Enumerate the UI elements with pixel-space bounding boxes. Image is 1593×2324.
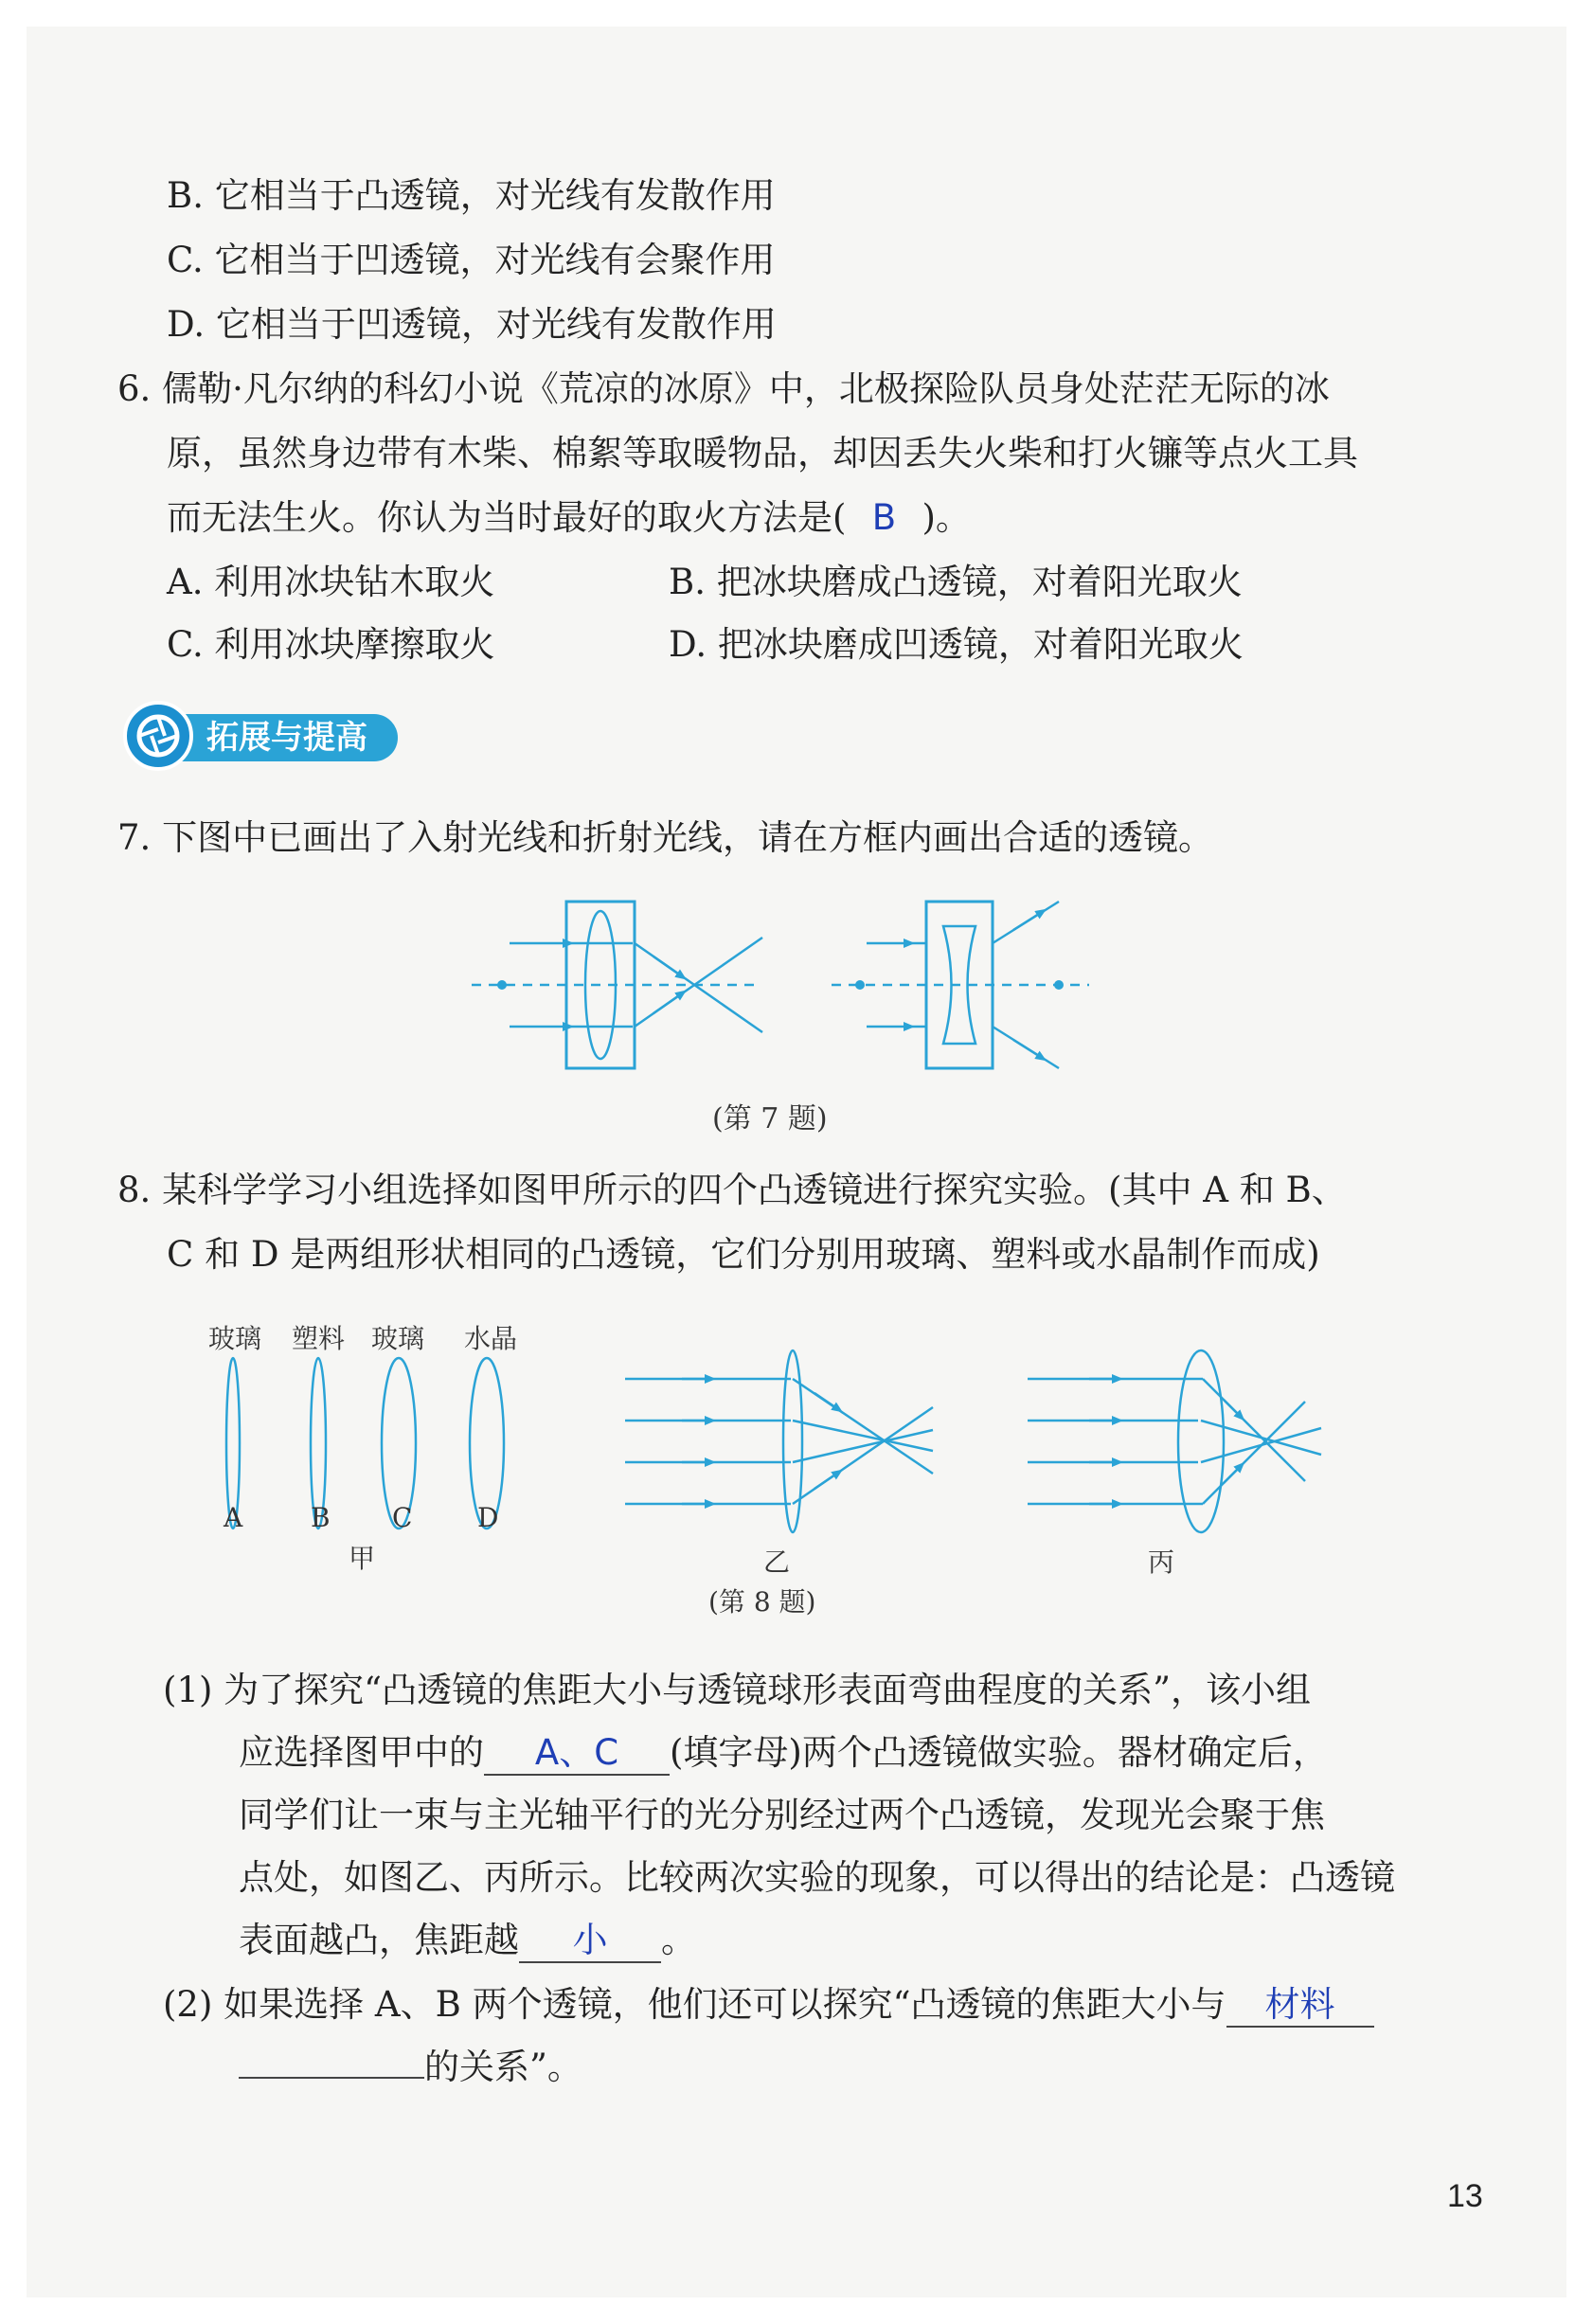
lens-group-jia xyxy=(226,1358,504,1528)
q6-option-a: A. 利用冰块钻木取火 xyxy=(167,562,495,602)
q8-p1-answer1: A、C xyxy=(484,1732,670,1776)
q8-p1-line2 xyxy=(239,1729,1328,1777)
aperture-icon xyxy=(123,701,193,771)
q8-p2-line1-pre: (2) 如果选择 A、B 两个透镜，他们还可以探究“凸透镜的焦距大小与 xyxy=(163,1984,1226,2025)
q8-p1-line1: (1) 为了探究“凸透镜的焦距大小与透镜球形表面弯曲程度的关系”，该小组 xyxy=(163,1670,1312,1710)
q6-line3-pre: 而无法生火。你认为当时最好的取火方法是( xyxy=(167,497,847,538)
section-title: 拓展与提高 xyxy=(206,719,367,757)
letter-a: A xyxy=(224,1502,243,1533)
q8-p1-line3: 同学们让一束与主光轴平行的光分别经过两个凸透镜，发现光会聚于焦 xyxy=(239,1795,1325,1835)
q8-line1: 8. 某科学学习小组选择如图甲所示的四个凸透镜进行探究实验。(其中 A 和 B、 xyxy=(117,1170,1347,1210)
q8-p1-line2-post: (填字母)两个凸透镜做实验。器材确定后， xyxy=(670,1732,1328,1773)
figure-bing xyxy=(1028,1350,1321,1532)
section-banner xyxy=(123,701,398,773)
q6-option-d: D. 把冰块磨成凹透镜，对着阳光取火 xyxy=(669,624,1244,665)
q8-p1-line2-pre: 应选择图甲中的 xyxy=(239,1732,484,1773)
q6-line3 xyxy=(167,494,971,542)
q8-p2-line2-post: 的关系”。 xyxy=(424,2047,582,2087)
q8-p2-line1 xyxy=(163,1981,1374,2029)
letter-d: D xyxy=(477,1502,499,1533)
q8-p2-answer: 材料 xyxy=(1226,1984,1374,2028)
q7-left-figure xyxy=(472,902,762,1068)
figure-yi xyxy=(625,1350,933,1532)
q7-caption: (第 7 题) xyxy=(712,1102,828,1135)
material-label-3: 玻璃 xyxy=(371,1323,425,1354)
q6-line3-post: )。 xyxy=(922,497,971,538)
figure-yi-label: 乙 xyxy=(763,1546,791,1578)
page-number: 13 xyxy=(1447,2178,1483,2214)
letter-b: B xyxy=(311,1502,331,1533)
q6-line1: 6. 儒勒·凡尔纳的科幻小说《荒凉的冰原》中，北极探险队员身处茫茫无际的冰 xyxy=(117,368,1330,409)
q7-right-figure xyxy=(832,902,1089,1068)
material-label-1: 玻璃 xyxy=(208,1323,262,1354)
q8-p1-answer2: 小 xyxy=(519,1920,661,1963)
figure-bing-label: 丙 xyxy=(1148,1546,1175,1578)
q6-line2: 原，虽然身边带有木柴、棉絮等取暖物品，却因丢失火柴和打火镰等点火工具 xyxy=(167,433,1358,474)
q7-diagram xyxy=(0,881,1593,1127)
q5-option-d: D. 它相当于凹透镜，对光线有发散作用 xyxy=(167,304,777,345)
q8-caption: (第 8 题) xyxy=(708,1586,816,1618)
figure-jia-label: 甲 xyxy=(349,1543,376,1574)
material-label-2: 塑料 xyxy=(292,1323,346,1354)
q7-text: 7. 下图中已画出了入射光线和折射光线，请在方框内画出合适的透镜。 xyxy=(117,817,1214,858)
q8-p2-line2 xyxy=(239,2044,582,2091)
q5-option-b: B. 它相当于凸透镜，对光线有发散作用 xyxy=(167,175,776,216)
q8-p1-line5-post: 。 xyxy=(661,1920,696,1960)
q8-p1-line5 xyxy=(239,1917,696,1964)
q8-p2-blank-continued xyxy=(239,2077,424,2079)
q8-line2: C 和 D 是两组形状相同的凸透镜，它们分别用玻璃、塑料或水晶制作而成) xyxy=(167,1234,1320,1275)
q6-answer: B xyxy=(871,497,897,538)
q6-option-c: C. 利用冰块摩擦取火 xyxy=(167,624,495,665)
q8-p1-line5-pre: 表面越凸，焦距越 xyxy=(239,1920,519,1960)
material-label-4: 水晶 xyxy=(464,1323,518,1354)
q8-p1-line4: 点处，如图乙、丙所示。比较两次实验的现象，可以得出的结论是：凸透镜 xyxy=(239,1857,1395,1898)
q5-option-c: C. 它相当于凹透镜，对光线有会聚作用 xyxy=(167,240,776,280)
q6-option-b: B. 把冰块磨成凸透镜，对着阳光取火 xyxy=(669,562,1243,602)
letter-c: C xyxy=(392,1502,413,1533)
